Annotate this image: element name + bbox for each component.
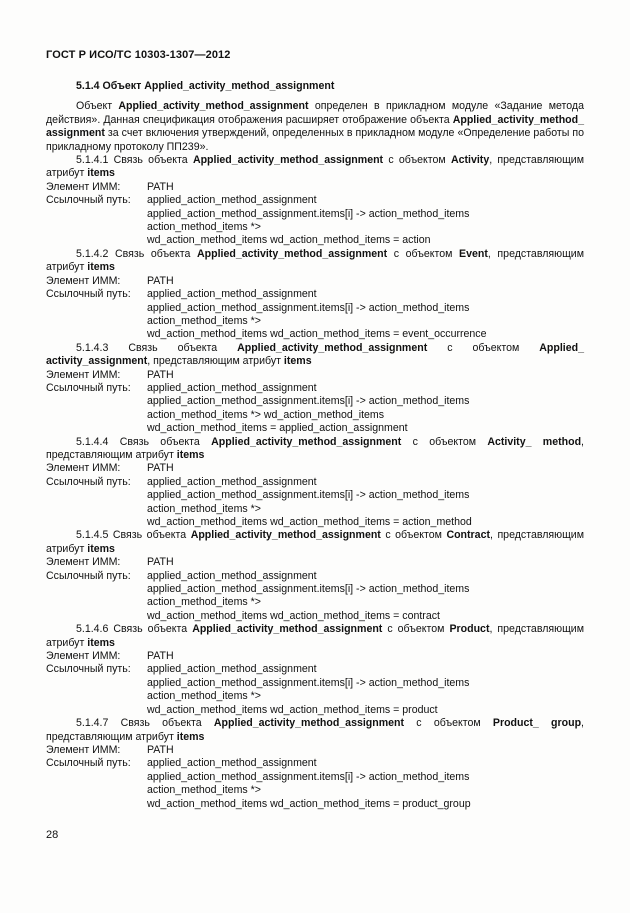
heading-text: с объектом (382, 623, 450, 636)
heading-target: Product (449, 623, 490, 636)
mapping-heading (46, 342, 584, 369)
heading-text: , представляющим атрибут (46, 623, 584, 649)
mapping-item (46, 154, 584, 248)
path-line: applied_action_method_assignment.items[i] -> action_method_items (147, 207, 470, 220)
path-line: applied_action_method_assignment (147, 663, 317, 676)
element-label: Элемент ИММ: (46, 650, 121, 663)
heading-number: 5.1.4.5 Связь объекта (76, 529, 191, 542)
element-value: PATH (147, 462, 174, 475)
heading-text: с объектом (383, 154, 451, 167)
intro-entity: Applied_activity_method_ assignment (46, 113, 584, 140)
heading-number: 5.1.4.6 Связь объекта (76, 623, 193, 636)
mapping-heading (46, 623, 584, 650)
heading-text: , представляющим атрибут (46, 247, 584, 274)
heading-number: 5.1.4.1 Связь объекта (76, 154, 193, 167)
heading-text: с объектом (404, 717, 493, 730)
element-value: PATH (147, 556, 174, 569)
intro-text: за счет включения утверждений, определенных в прикладном модуле «Определение работы по прикладному протоколу ПП239». (46, 127, 584, 153)
path-row (46, 288, 584, 301)
heading-entity: Applied_activity_method_assignment (196, 247, 388, 260)
heading-text: , представляющим атрибут (46, 435, 584, 461)
mapping-item (46, 342, 584, 436)
path-line: action_method_items *> (147, 690, 261, 703)
path-line: wd_action_method_items wd_action_method_items = event_occurrence (147, 328, 487, 341)
heading-target: Product_ group (492, 717, 582, 730)
path-line: action_method_items *> (147, 314, 261, 327)
path-line: wd_action_method_items wd_action_method_items = action (147, 234, 431, 247)
path-line: applied_action_method_assignment.items[i] -> action_method_items (147, 395, 470, 408)
path-line: applied_action_method_assignment (147, 475, 317, 488)
path-label: Ссылочный путь: (46, 194, 131, 207)
path-row (46, 663, 584, 676)
path-line: action_method_items *> (147, 502, 261, 515)
path-label: Ссылочный путь: (46, 381, 131, 394)
path-line: wd_action_method_items = applied_action_assignment (147, 422, 408, 435)
heading-entity: Applied_activity_method_assignment (211, 435, 402, 448)
path-label: Ссылочный путь: (46, 288, 131, 301)
heading-attribute: items (176, 448, 205, 461)
mapping-heading (46, 529, 584, 556)
path-line: applied_action_method_assignment (147, 194, 317, 207)
element-row (46, 556, 584, 569)
heading-target: Event (459, 247, 488, 260)
path-label: Ссылочный путь: (46, 757, 131, 770)
mapping-item (46, 248, 584, 342)
path-label: Ссылочный путь: (46, 663, 131, 676)
path-line: applied_action_method_assignment (147, 569, 317, 582)
heading-text: с объектом (427, 341, 540, 354)
heading-attribute: items (87, 542, 115, 555)
path-label: Ссылочный путь: (46, 475, 131, 488)
heading-entity: Applied_activity_method_assignment (190, 529, 381, 542)
page-number: 28 (46, 829, 59, 841)
heading-text: , представляющим атрибут (46, 154, 584, 180)
document-header: ГОСТ Р ИСО/ТС 10303-1307—2012 (46, 49, 231, 61)
heading-text: с объектом (380, 529, 447, 542)
heading-entity: Applied_activity_method_assignment (237, 341, 428, 354)
heading-text: , представляющим атрибут (46, 717, 584, 743)
path-line: applied_action_method_assignment.items[i] -> action_method_items (147, 583, 470, 596)
path-line: wd_action_method_items wd_action_method_items = action_method (147, 516, 472, 528)
mapping-item (46, 436, 584, 530)
element-row (46, 462, 584, 475)
path-line: applied_action_method_assignment (147, 757, 317, 770)
element-label: Элемент ИММ: (46, 368, 121, 381)
path-row (46, 476, 584, 489)
heading-attribute: items (87, 636, 115, 649)
mapping-heading (46, 154, 584, 181)
heading-entity: Applied_activity_method_assignment (213, 717, 405, 730)
path-line: action_method_items *> (147, 596, 261, 609)
heading-number: 5.1.4.3 Связь объекта (76, 341, 238, 354)
heading-attribute: items (176, 730, 205, 743)
mapping-item (46, 717, 584, 811)
element-label: Элемент ИММ: (46, 180, 121, 193)
element-value: PATH (147, 274, 174, 287)
heading-target: Activity (450, 154, 490, 167)
path-line: wd_action_method_items wd_action_method_items = product_group (147, 797, 471, 810)
path-row (46, 757, 584, 770)
intro-text: Объект (76, 100, 119, 113)
element-row (46, 650, 584, 663)
element-label: Элемент ИММ: (46, 556, 121, 569)
section-title: 5.1.4 Объект Applied_activity_method_assignment (76, 80, 335, 92)
mapping-item (46, 529, 584, 623)
mapping-heading (46, 436, 584, 463)
intro-text: определен в прикладном модуле «Задание метода действия». Данная спецификация отображения расширяет отображение объекта (46, 100, 584, 126)
path-line: action_method_items *> wd_action_method_items (147, 408, 385, 421)
path-line: applied_action_method_assignment (147, 381, 317, 394)
path-line: applied_action_method_assignment.items[i] -> action_method_items (147, 676, 470, 689)
heading-attribute: items (87, 167, 115, 180)
element-value: PATH (147, 743, 174, 756)
heading-entity: Applied_activity_method_assignment (192, 623, 383, 636)
path-line: applied_action_method_assignment.items[i] -> action_method_items (147, 301, 470, 314)
mapping-item (46, 623, 584, 717)
path-line: action_method_items *> (147, 784, 261, 797)
mapping-heading (46, 248, 584, 275)
element-value: PATH (147, 650, 174, 663)
element-value: PATH (147, 180, 174, 193)
mapping-items (46, 154, 584, 811)
element-row (46, 369, 584, 382)
mapping-heading (46, 717, 584, 744)
heading-text: , представляющим атрибут (147, 355, 284, 368)
heading-attribute: items (87, 261, 115, 274)
heading-text: , представляющим атрибут (46, 529, 584, 555)
element-row (46, 181, 584, 194)
heading-entity: Applied_activity_method_assignment (192, 154, 384, 167)
path-line: applied_action_method_assignment (147, 288, 317, 301)
heading-text: с объектом (401, 435, 488, 448)
heading-target: Applied_ activity_assignment (46, 341, 584, 368)
element-label: Элемент ИММ: (46, 743, 121, 756)
path-row (46, 570, 584, 583)
element-row (46, 744, 584, 757)
heading-number: 5.1.4.2 Связь объекта (76, 247, 197, 260)
path-line: applied_action_method_assignment.items[i] -> action_method_items (147, 770, 470, 783)
heading-number: 5.1.4.4 Связь объекта (76, 435, 212, 448)
element-label: Элемент ИММ: (46, 462, 121, 475)
intro-entity: Applied_activity_method_assignment (118, 100, 309, 113)
path-row (46, 382, 584, 395)
element-value: PATH (147, 368, 174, 381)
document-body (46, 80, 584, 811)
path-line: wd_action_method_items wd_action_method_items = product (147, 703, 438, 716)
heading-target: Contract (446, 529, 490, 542)
path-line: action_method_items *> (147, 221, 261, 234)
intro-paragraph (46, 100, 584, 154)
element-label: Элемент ИММ: (46, 274, 121, 287)
heading-number: 5.1.4.7 Связь объекта (76, 717, 214, 730)
heading-text: с объектом (387, 247, 460, 260)
path-label: Ссылочный путь: (46, 569, 131, 582)
path-row (46, 194, 584, 207)
path-line: wd_action_method_items wd_action_method_items = contract (147, 609, 440, 622)
heading-attribute: items (283, 355, 312, 368)
heading-target: Activity_ method (487, 435, 582, 448)
path-line: applied_action_method_assignment.items[i] -> action_method_items (147, 489, 470, 502)
element-row (46, 275, 584, 288)
